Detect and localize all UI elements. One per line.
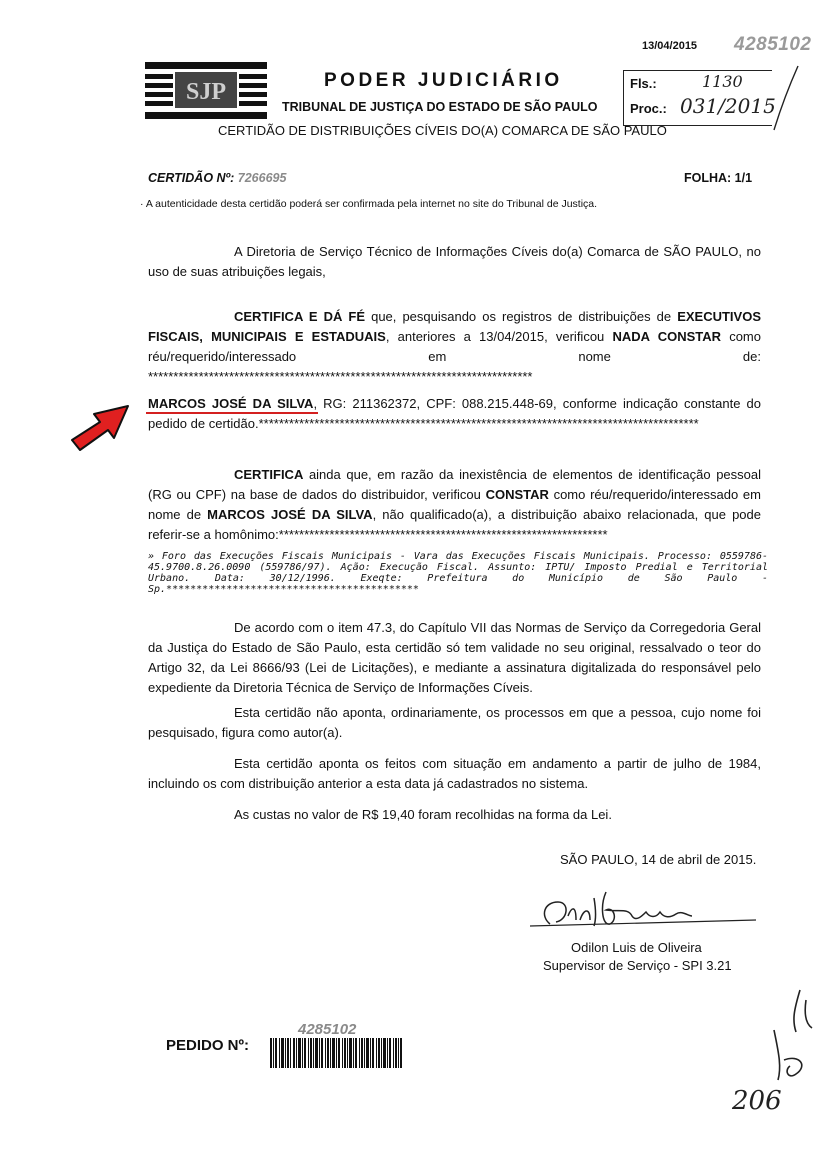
certificate-number-value: 7266695 [237, 171, 287, 185]
authenticity-note: · A autenticidade desta certidão poderá ser confirmada pela internet no site do Tribunal de Justiça. [140, 198, 598, 210]
name-underline [146, 412, 318, 414]
court-name: TRIBUNAL DE JUSTIÇA DO ESTADO DE SÃO PAULO [282, 100, 598, 114]
paragraph-scope: Esta certidão aponta os feitos com situação em andamento a partir de julho de 1984, incluindo os com distribuição anterior a esta data já cadastrados no sistema. [148, 756, 761, 791]
page-title: PODER JUDICIÁRIO [324, 70, 563, 91]
certifica-bold-3: NADA CONSTAR [612, 329, 722, 344]
paragraph-validity: De acordo com o item 47.3, do Capítulo VII das Normas de Serviço da Corregedoria Geral da Justiça do Estado de São Paulo, esta certidão só tem validade no seu original, ressalvado o teor do Artigo 32, da Lei 8666/93 (Lei de Licitações), e mediante a assinatura digitalizada do responsável pelo expediente da Diretoria Técnica de Serviço de Informações Cíveis. [148, 620, 761, 695]
certifica-ainda-text-1: ainda que, em razão da inexistência de elementos de identificação pessoal (RG ou CPF) na base de dados do distribuidor, verificou [148, 467, 761, 502]
certifica-ainda-text-2: como réu/requerido/interessado em nome de [148, 487, 761, 522]
paragraph-intro: A Diretoria de Serviço Técnico de Informações Cíveis do(a) Comarca de SÃO PAULO, no uso de suas atribuições legais, [148, 244, 761, 279]
order-number-top: 4285102 [734, 34, 812, 55]
certifica-text-1: que, pesquisando os registros de distribuições de [365, 309, 678, 324]
issue-date: 13/04/2015 [642, 40, 698, 52]
folha: FOLHA: 1/1 [684, 171, 753, 185]
certifica-ainda-text-3: , não qualificado(a), a distribuição abaixo relacionada, que pode referir-se a homônimo:***************************************************************** [148, 507, 761, 542]
svg-text:SJP: SJP [185, 79, 227, 105]
homonimo-name: MARCOS JOSÉ DA SILVA [207, 507, 373, 522]
handwritten-signature [510, 886, 760, 936]
certifica-ainda-bold: CERTIFICA [234, 467, 304, 482]
pedido-number: 4285102 [298, 1021, 357, 1038]
fls-value: 1130 [702, 72, 743, 91]
certificate-number [148, 171, 286, 185]
subject-name: MARCOS JOSÉ DA SILVA [148, 396, 314, 411]
subject-details: , RG: 211362372, CPF: 088.215.448-69, conforme indicação constante do pedido de certidão.*************************************************************************************** [148, 396, 761, 431]
signer-role: Supervisor de Serviço - SPI 3.21 [543, 958, 732, 973]
barcode [270, 1038, 402, 1068]
distribution-record: » Foro das Execuções Fiscais Municipais - Vara das Execuções Fiscais Municipais. Processo: 0559786-45.9700.8.26.0090 (559786/97). Ação: Execução Fiscal. Assunto: IPTU/ Imposto Predial e Territorial Urbano. Data: 30/12/1996. Exeqte: Prefeitura do Município de São Paulo - Sp.****************************************** [148, 551, 768, 595]
tjsp-logo [145, 62, 267, 120]
place-date: SÃO PAULO, 14 de abril de 2015. [560, 852, 757, 867]
stamp-pen-stroke [764, 64, 804, 134]
certifica-text-3: como réu/requerido/interessado em nome de: **************************************************************************** [148, 329, 761, 384]
paragraph-certifica-homonimo [148, 465, 761, 545]
certifica-bold: CERTIFICA E DÁ FÉ [234, 309, 366, 324]
certifica-text-2: , anteriores a 13/04/2015, verificou [385, 329, 613, 344]
proc-label: Proc.: [630, 101, 667, 116]
paragraph-certifica [148, 307, 761, 387]
constar-bold: CONSTAR [485, 487, 549, 502]
authenticity-text: A autenticidade desta certidão poderá ser confirmada pela internet no site do Tribunal de Justiça. [145, 198, 598, 210]
paragraph-author-note: Esta certidão não aponta, ordinariamente, os processos em que a pessoa, cujo nome foi pesquisado, figura como autor(a). [148, 705, 761, 740]
paragraph-fees: As custas no valor de R$ 19,40 foram recolhidas na forma da Lei. [234, 807, 612, 822]
fls-label: Fls.: [630, 76, 657, 91]
certificate-type: CERTIDÃO DE DISTRIBUIÇÕES CÍVEIS DO(A) COMARCA DE SÃO PAULO [218, 123, 667, 138]
red-arrow-icon [66, 400, 132, 458]
proc-value: 031/2015 [680, 94, 776, 118]
paragraph-subject [148, 394, 761, 434]
pedido-label: PEDIDO Nº: [166, 1037, 249, 1054]
certificate-number-label: CERTIDÃO Nº: [148, 171, 235, 185]
certifica-bold-2: EXECUTIVOS FISCAIS, MUNICIPAIS E ESTADUAIS [148, 309, 761, 344]
signer-name: Odilon Luis de Oliveira [571, 940, 702, 955]
handwritten-page-number: 206 [732, 1086, 782, 1116]
